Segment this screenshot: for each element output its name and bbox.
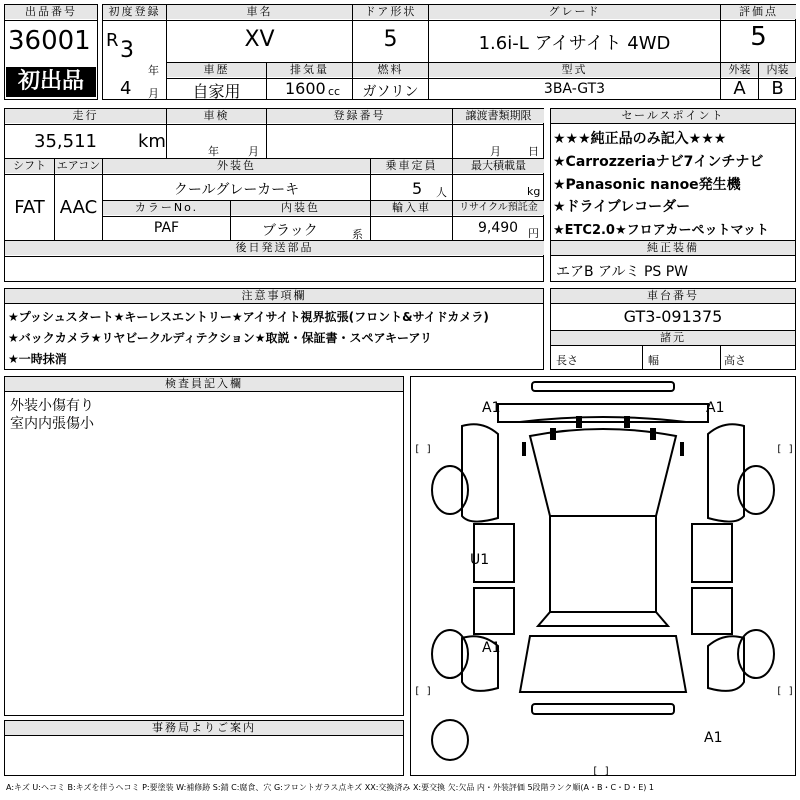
car-name: XV: [244, 27, 275, 52]
damage-mark: A1: [482, 400, 501, 416]
color-label: 外装色: [103, 159, 370, 173]
lot-label: 出品番号: [5, 5, 97, 19]
capacity: 5: [412, 179, 423, 198]
reg-era: R: [106, 30, 119, 51]
int-color-label: 内装色: [231, 201, 370, 215]
exterior-label: 外装: [721, 63, 758, 77]
color: クールグレーカーキ: [173, 182, 300, 198]
interior-label: 内装: [759, 63, 796, 77]
later-parts-label: 後日発送部品: [5, 241, 544, 255]
fuel-label: 燃料: [353, 63, 428, 77]
transfer-label: 譲渡書類期限: [453, 109, 544, 123]
sales-label: セールスポイント: [551, 109, 795, 124]
svg-text:[ ]: [ ]: [414, 444, 433, 455]
sales-point: ★ETC2.0★フロアカーペットマット: [553, 223, 769, 238]
equip: エアB アルミ PS PW: [556, 264, 689, 280]
inspection-label: 車検: [167, 109, 266, 123]
note-line: ★一時抹消: [8, 352, 67, 366]
legend: A:キズ U:ヘコミ B:キズを伴うヘコミ P:要塗装 W:補修跡 S:錆 C:腐食、穴 G:フロントガラス点キズ XX:交換済み X:要交換 欠:欠品 内・外装評価 5段階ランク順(A・B・C・D・E) 1: [6, 783, 655, 792]
doors: 5: [383, 27, 398, 52]
notes-label: 注意事項欄: [5, 289, 543, 304]
car-name-label: 車名: [167, 5, 352, 19]
inspection-month-unit: 月: [248, 145, 259, 158]
office-label: 事務局よりご案内: [5, 721, 403, 736]
ac-label: エアコン: [56, 159, 101, 172]
import-label: 輸入車: [371, 201, 452, 215]
sales-point: ★Panasonic nanoe発生機: [553, 177, 741, 193]
reg-month-unit: 月: [148, 87, 159, 100]
model: 3BA-GT3: [543, 81, 606, 97]
plate-label: 登録番号: [267, 109, 452, 123]
transfer-day-unit: 日: [528, 145, 539, 158]
recycle-unit: 円: [528, 227, 539, 240]
sales-point: ★★★純正品のみ記入★★★: [553, 131, 727, 147]
lot-number: 36001: [8, 26, 91, 56]
reg-label: 初度登録: [103, 5, 166, 19]
equip-label: 純正装備: [551, 241, 795, 256]
length-label: 長さ: [556, 354, 578, 367]
color-no-label: カラーNo.: [103, 201, 230, 215]
damage-mark: U1: [470, 552, 490, 568]
inspector-line: 外装小傷有り: [10, 398, 94, 414]
color-no: PAF: [153, 220, 180, 236]
exterior-grade: A: [733, 78, 746, 99]
ac: AAC: [59, 197, 98, 218]
svg-text:[ ]: [ ]: [776, 444, 795, 455]
svg-text:[ ]: [ ]: [414, 686, 433, 697]
transfer-month-unit: 月: [490, 145, 501, 158]
sales-point: ★Carrozzeriaナビ7インチナビ: [553, 154, 764, 170]
first-listing-badge: 初出品: [6, 67, 96, 97]
damage-mark: A1: [704, 730, 723, 746]
capacity-label: 乗車定員: [371, 159, 452, 173]
displacement-label: 排気量: [267, 63, 352, 77]
height-label: 高さ: [724, 354, 746, 367]
reg-year: 3: [120, 38, 134, 63]
load-unit: kg: [527, 185, 541, 198]
damage-mark: A1: [482, 640, 501, 656]
load-label: 最大積載量: [453, 159, 544, 173]
inspection-year-unit: 年: [208, 145, 219, 158]
note-line: ★プッシュスタート★キーレスエントリー★アイサイト視界拡張(フロント&サイドカメラ): [8, 310, 489, 324]
interior-grade: B: [771, 78, 784, 99]
inspector-line: 室内内張傷小: [10, 416, 94, 432]
svg-text:[ ]: [ ]: [776, 686, 795, 697]
svg-text:[ ]: [ ]: [592, 766, 611, 776]
recycle-label: リサイクル預託金: [453, 201, 544, 215]
inspector-label: 検査員記入欄: [5, 377, 403, 392]
score-label: 評価点: [721, 5, 796, 19]
grade: 1.6i-L アイサイト 4WD: [478, 33, 671, 54]
displacement: 1600: [285, 79, 326, 98]
mileage-label: 走行: [5, 109, 166, 123]
recycle: 9,490: [478, 220, 519, 236]
displacement-unit: cc: [328, 85, 341, 98]
model-label: 型式: [429, 63, 720, 77]
doors-label: ドア形状: [353, 5, 428, 19]
damage-mark: A1: [706, 400, 725, 416]
chassis-label: 車台番号: [551, 289, 795, 304]
int-color: ブラック: [262, 223, 318, 239]
history: 自家用: [192, 82, 241, 101]
score: 5: [750, 22, 767, 52]
sales-point: ★ドライブレコーダー: [553, 199, 691, 215]
capacity-unit: 人: [436, 186, 447, 199]
mileage: 35,511: [34, 131, 97, 152]
shift: FAT: [14, 197, 45, 218]
history-label: 車歴: [167, 63, 266, 77]
fuel: ガソリン: [362, 84, 419, 100]
width-label: 幅: [648, 354, 659, 367]
int-color-unit: 系: [352, 228, 363, 241]
reg-year-unit: 年: [148, 64, 159, 77]
car-outline: [410, 376, 796, 776]
reg-month: 4: [120, 78, 132, 99]
shift-label: シフト: [5, 159, 54, 173]
note-line: ★バックカメラ★リヤビークルディテクション★取説・保証書・スペアキーアリ: [8, 331, 432, 345]
mileage-unit: km: [138, 131, 166, 152]
spec-label: 諸元: [551, 331, 795, 346]
chassis-number: GT3-091375: [623, 307, 723, 326]
grade-label: グレード: [429, 5, 720, 19]
